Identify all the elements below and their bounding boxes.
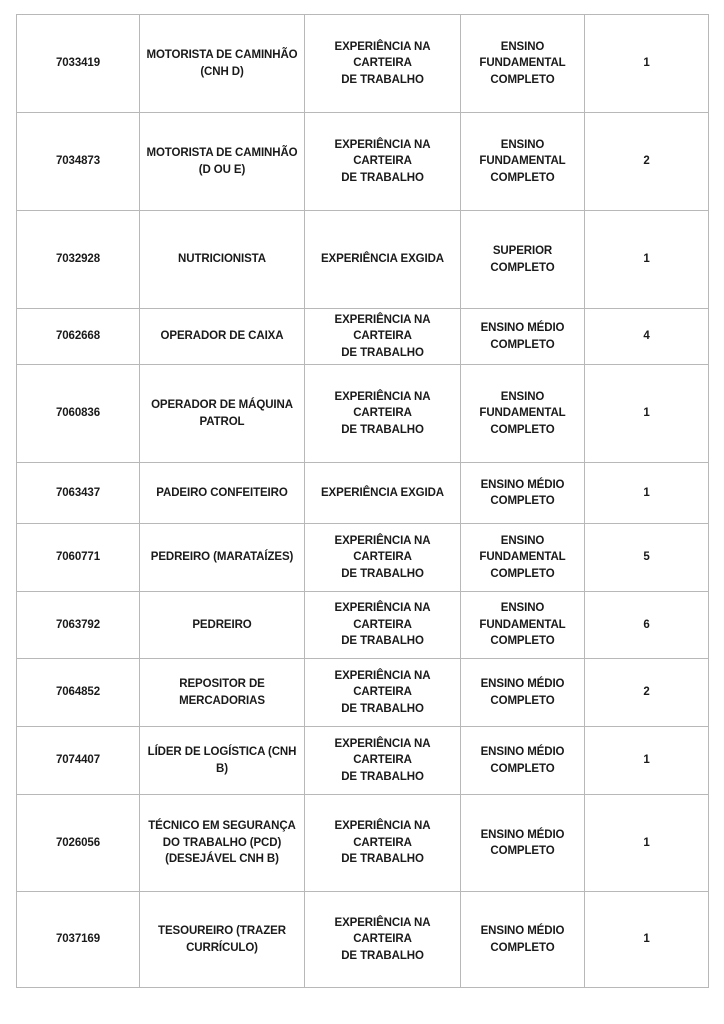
- job-experience: EXPERIÊNCIA NA CARTEIRA DE TRABALHO: [305, 727, 461, 795]
- job-code: 7033419: [17, 15, 140, 113]
- job-vacancies: 2: [585, 659, 709, 727]
- job-code: 7034873: [17, 113, 140, 211]
- job-vacancies: 1: [585, 211, 709, 309]
- job-title: PEDREIRO (MARATAÍZES): [140, 524, 305, 592]
- job-vacancies: 1: [585, 15, 709, 113]
- job-code: 7026056: [17, 795, 140, 892]
- job-experience: EXPERIÊNCIA NA CARTEIRA DE TRABALHO: [305, 592, 461, 659]
- job-vacancies-table: [16, 14, 709, 988]
- job-vacancies: 6: [585, 592, 709, 659]
- job-experience: EXPERIÊNCIA NA CARTEIRA DE TRABALHO: [305, 524, 461, 592]
- job-experience: EXPERIÊNCIA NA CARTEIRA DE TRABALHO: [305, 365, 461, 463]
- job-vacancies: 1: [585, 365, 709, 463]
- job-vacancies: 2: [585, 113, 709, 211]
- table-row: [17, 659, 709, 727]
- job-vacancies: 1: [585, 727, 709, 795]
- job-experience: EXPERIÊNCIA NA CARTEIRA DE TRABALHO: [305, 892, 461, 988]
- job-title: PEDREIRO: [140, 592, 305, 659]
- job-title: TESOUREIRO (TRAZER CURRÍCULO): [140, 892, 305, 988]
- job-title: NUTRICIONISTA: [140, 211, 305, 309]
- job-experience: EXPERIÊNCIA EXGIDA: [305, 463, 461, 524]
- job-education: SUPERIOR COMPLETO: [461, 211, 585, 309]
- table-row: [17, 727, 709, 795]
- job-experience: EXPERIÊNCIA NA CARTEIRA DE TRABALHO: [305, 113, 461, 211]
- job-experience: EXPERIÊNCIA NA CARTEIRA DE TRABALHO: [305, 15, 461, 113]
- job-title: PADEIRO CONFEITEIRO: [140, 463, 305, 524]
- table-row: [17, 15, 709, 113]
- job-vacancies: 5: [585, 524, 709, 592]
- job-education: ENSINO FUNDAMENTAL COMPLETO: [461, 592, 585, 659]
- job-vacancies: 4: [585, 309, 709, 365]
- job-education: ENSINO MÉDIO COMPLETO: [461, 795, 585, 892]
- job-code: 7074407: [17, 727, 140, 795]
- table-row: [17, 463, 709, 524]
- job-experience: EXPERIÊNCIA NA CARTEIRA DE TRABALHO: [305, 795, 461, 892]
- table-row: [17, 795, 709, 892]
- job-education: ENSINO MÉDIO COMPLETO: [461, 727, 585, 795]
- job-education: ENSINO MÉDIO COMPLETO: [461, 659, 585, 727]
- job-title: REPOSITOR DE MERCADORIAS: [140, 659, 305, 727]
- job-title: LÍDER DE LOGÍSTICA (CNH B): [140, 727, 305, 795]
- job-title: OPERADOR DE MÁQUINA PATROL: [140, 365, 305, 463]
- job-experience: EXPERIÊNCIA NA CARTEIRA DE TRABALHO: [305, 309, 461, 365]
- job-experience: EXPERIÊNCIA EXGIDA: [305, 211, 461, 309]
- table-row: [17, 309, 709, 365]
- job-experience: EXPERIÊNCIA NA CARTEIRA DE TRABALHO: [305, 659, 461, 727]
- table-row: [17, 113, 709, 211]
- table-row: [17, 592, 709, 659]
- job-education: ENSINO FUNDAMENTAL COMPLETO: [461, 365, 585, 463]
- job-vacancies: 1: [585, 795, 709, 892]
- job-code: 7063437: [17, 463, 140, 524]
- job-code: 7064852: [17, 659, 140, 727]
- job-vacancies: 1: [585, 892, 709, 988]
- job-education: ENSINO MÉDIO COMPLETO: [461, 892, 585, 988]
- job-title: MOTORISTA DE CAMINHÃO (CNH D): [140, 15, 305, 113]
- job-code: 7060771: [17, 524, 140, 592]
- job-code: 7032928: [17, 211, 140, 309]
- job-code: 7060836: [17, 365, 140, 463]
- job-title: OPERADOR DE CAIXA: [140, 309, 305, 365]
- job-education: ENSINO FUNDAMENTAL COMPLETO: [461, 113, 585, 211]
- table-row: [17, 211, 709, 309]
- job-code: 7062668: [17, 309, 140, 365]
- job-education: ENSINO MÉDIO COMPLETO: [461, 309, 585, 365]
- table-row: [17, 524, 709, 592]
- job-title: MOTORISTA DE CAMINHÃO (D OU E): [140, 113, 305, 211]
- table-row: [17, 365, 709, 463]
- job-education: ENSINO FUNDAMENTAL COMPLETO: [461, 524, 585, 592]
- job-title: TÉCNICO EM SEGURANÇA DO TRABALHO (PCD) (DESEJÁVEL CNH B): [140, 795, 305, 892]
- job-vacancies: 1: [585, 463, 709, 524]
- job-code: 7063792: [17, 592, 140, 659]
- table-row: [17, 892, 709, 988]
- job-education: ENSINO FUNDAMENTAL COMPLETO: [461, 15, 585, 113]
- job-code: 7037169: [17, 892, 140, 988]
- job-education: ENSINO MÉDIO COMPLETO: [461, 463, 585, 524]
